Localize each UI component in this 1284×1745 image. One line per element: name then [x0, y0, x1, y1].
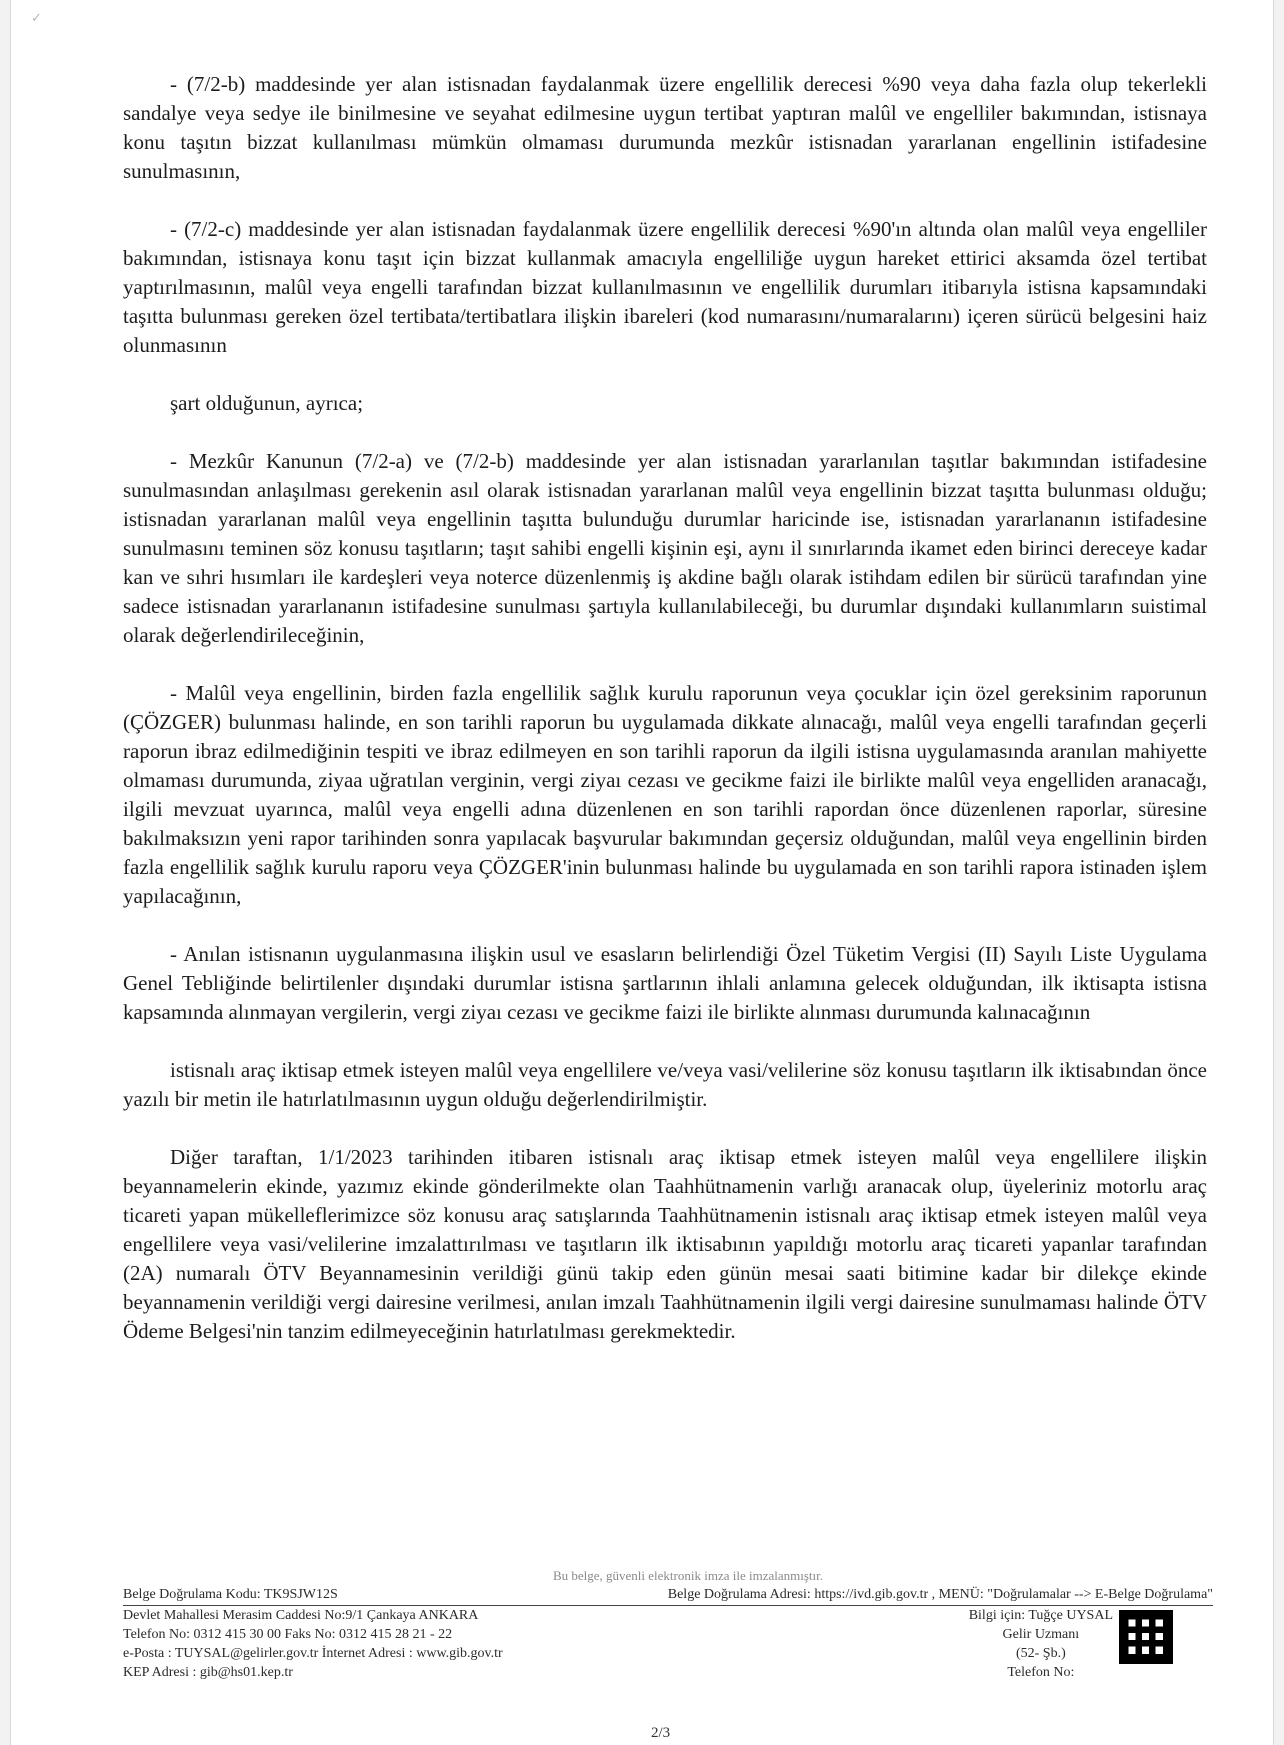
e-signature-note: Bu belge, güvenli elektronik imza ile imzalanmıştır. [552, 1568, 824, 1583]
paragraph-commitment: Diğer taraftan, 1/1/2023 tarihinden itibaren istisnalı araç iktisap etmek isteyen malûl veya engellilere ilişkin beyannamelerin ekinde, yazımız ekinde gönderilmekte olan Taahhütnamenin varlığı aranacak olup, üyeleriniz motorlu araç ticareti yapan mükelleflerimizce söz konusu araç satışlarında Taahhütnamenin istisnalı araç iktisap etmek isteyen malûl veya engellilere veya vasi/velilerine imzalattırılması ve taşıtların ilk iktisabının yapıldığı motorlu araç ticareti yapanlar tarafından (2A) numaralı ÖTV Beyannamesinin verildiği günü takip eden günün mesai saati bitimine kadar bir dilekçe ekinde beyannamenin verildiği vergi dairesine verilmesi, anılan imzalı Taahhütnamenin ilgili vergi dairesine sunulmaması halinde ÖTV Ödeme Belgesi'nin tanzim edilmeyeceğinin hatırlatılması gerekmektedir. [123, 1145, 1207, 1343]
paragraph-report: - Malûl veya engellinin, birden fazla engellilik sağlık kurulu raporunun veya çocuklar için özel gereksinim raporunun (ÇÖZGER) bulunması halinde, en son tarihli raporun bu uygulamada dikkate alınacağı, malûl veya engelli tarafından geçerli raporun ibraz edilmediğinin tespiti ve ibraz edilmeyen en son tarihli raporun da ilgili istisna uygulamasında aranılan mahiyette olmaması durumunda, ziyaa uğratılan verginin, vergi ziyaı cezası ve gecikme faizi ile birlikte malûl veya engelliden aranacağı, ilgili mevzuat uyarınca, malûl veya engelli adına düzenlenen en son tarihli rapordan önce düzenlenen raporlar, süresine bakılmaksızın yeni rapor tarihinden sonra yapılacak başvurular bakımından geçersiz olduğundan, malûl veya engellinin birden fazla engellilik sağlık kurulu raporu veya ÇÖZGER'inin bulunması halinde bu uygulamada en son tarihli rapora istinaden işlem yapılacağının, [123, 681, 1207, 908]
info-department: (52- Şb.) [1015, 1646, 1066, 1661]
email-website: e-Posta : TUYSAL@gelirler.gov.tr İnternet Adresi : www.gib.gov.tr [123, 1646, 503, 1661]
paragraph-7-2-c: - (7/2-c) maddesinde yer alan istisnadan faydalanmak üzere engellilik derecesi %90'ın altında olan malûl veya engelliler bakımından, istisnaya konu taşıt için bizzat kullanmak amacıyla engelliliğe uygun hareket ettirici aksamda özel tertibat yaptırılmasının, malûl veya engelli tarafından bizzat kullanılmasının ve engellilik durumları itibarıyla istisna kapsamındaki taşıtta bulunması gereken özel tertibata/tertibatlara ilişkin ibareleri (kod numarasını/numaralarını) içeren sürücü belgesini haiz olunmasının [123, 217, 1207, 357]
info-title: Gelir Uzmanı [1002, 1627, 1080, 1642]
info-name: Bilgi için: Tuğçe UYSAL [968, 1608, 1113, 1623]
kep-address: KEP Adresi : gib@hs01.kep.tr [123, 1665, 293, 1680]
page-number: 2/3 [651, 1725, 671, 1741]
paragraph-reminder: istisnalı araç iktisap etmek isteyen malûl veya engellilere ve/veya vasi/velilerine söz konusu taşıtların ilk iktisabından önce yazılı bir metin ile hatırlatılmasının uygun olduğu değerlendirilmiştir. [123, 1058, 1207, 1111]
qr-code-icon [1119, 1610, 1173, 1664]
verification-address: Belge Doğrulama Adresi: https://ivd.gib.gov.tr , MENÜ: "Doğrulamalar --> E-Belge Doğrulama" [667, 1587, 1213, 1602]
paragraph-violation: - Anılan istisnanın uygulanmasına ilişkin usul ve esasların belirlendiği Özel Tüketim Vergisi (II) Sayılı Liste Uygulama Genel Tebliğinde belirtilenler dışındaki durumlar istisna şartlarının ihlali anlamına gelecek olduğundan, ilk iktisapta istisna kapsamında alınmayan vergilerin, vergi ziyaı cezası ve gecikme faizi ile birlikte alınması durumunda kalınacağının [123, 942, 1207, 1024]
info-contact [969, 1606, 1173, 1682]
paragraph-condition: şart olduğunun, ayrıca; [170, 391, 364, 415]
verification-code: Belge Doğrulama Kodu: TK9SJW12S [123, 1587, 338, 1602]
paragraph-7-2-b: - (7/2-b) maddesinde yer alan istisnadan faydalanmak üzere engellilik derecesi %90 veya daha fazla olup tekerlekli sandalye veya sedye ile binilmesine ve seyahat edilmesine uygun tertibat yaptıran malûl ve engelliler bakımından, istisnaya konu taşıtın bizzat kullanılması mümkün olmaması durumunda mezkûr istisnadan yararlanan engellinin istifadesine sunulmasının, [123, 72, 1207, 183]
scan-check-mark: ✓ [31, 10, 42, 25]
phone-fax: Telefon No: 0312 415 30 00 Faks No: 0312 415 28 21 - 22 [123, 1627, 453, 1642]
paragraph-usage: - Mezkûr Kanunun (7/2-a) ve (7/2-b) maddesinde yer alan istisnadan yararlanılan taşıtlar bakımından istifadesine sunulmasından anlaşılması gerekenin asıl olarak istisnadan yararlanan malûl veya engellinin bizzat taşıtta bulunması olduğu; istisnadan yararlanan malûl veya engellinin taşıtta bulunduğu durumlar haricinde ise, istisnadan yararlananın istifadesine sunulmasını teminen söz konusu taşıtların; taşıt sahibi engelli kişinin eşi, aynı il sınırlarında ikamet eden birinci dereceye kadar kan ve sıhri hısımları ile kardeşleri veya noterce düzenlenmiş iş akdine bağlı olarak istihdam edilen bir sürücü tarafından yine sadece istisnadan yararlananın istifadesine sunulması şartıyla kullanılabileceği, bu durumlar dışındaki kullanımların suistimal olarak değerlendirileceğinin, [123, 449, 1207, 647]
document-footer [123, 1566, 1213, 1682]
info-phone: Telefon No: [1007, 1665, 1075, 1680]
letter-body [123, 70, 1207, 1346]
contact-block [123, 1606, 663, 1682]
office-address: Devlet Mahallesi Merasim Caddesi No:9/1 Çankaya ANKARA [123, 1608, 479, 1623]
document-page [10, 0, 1274, 1745]
